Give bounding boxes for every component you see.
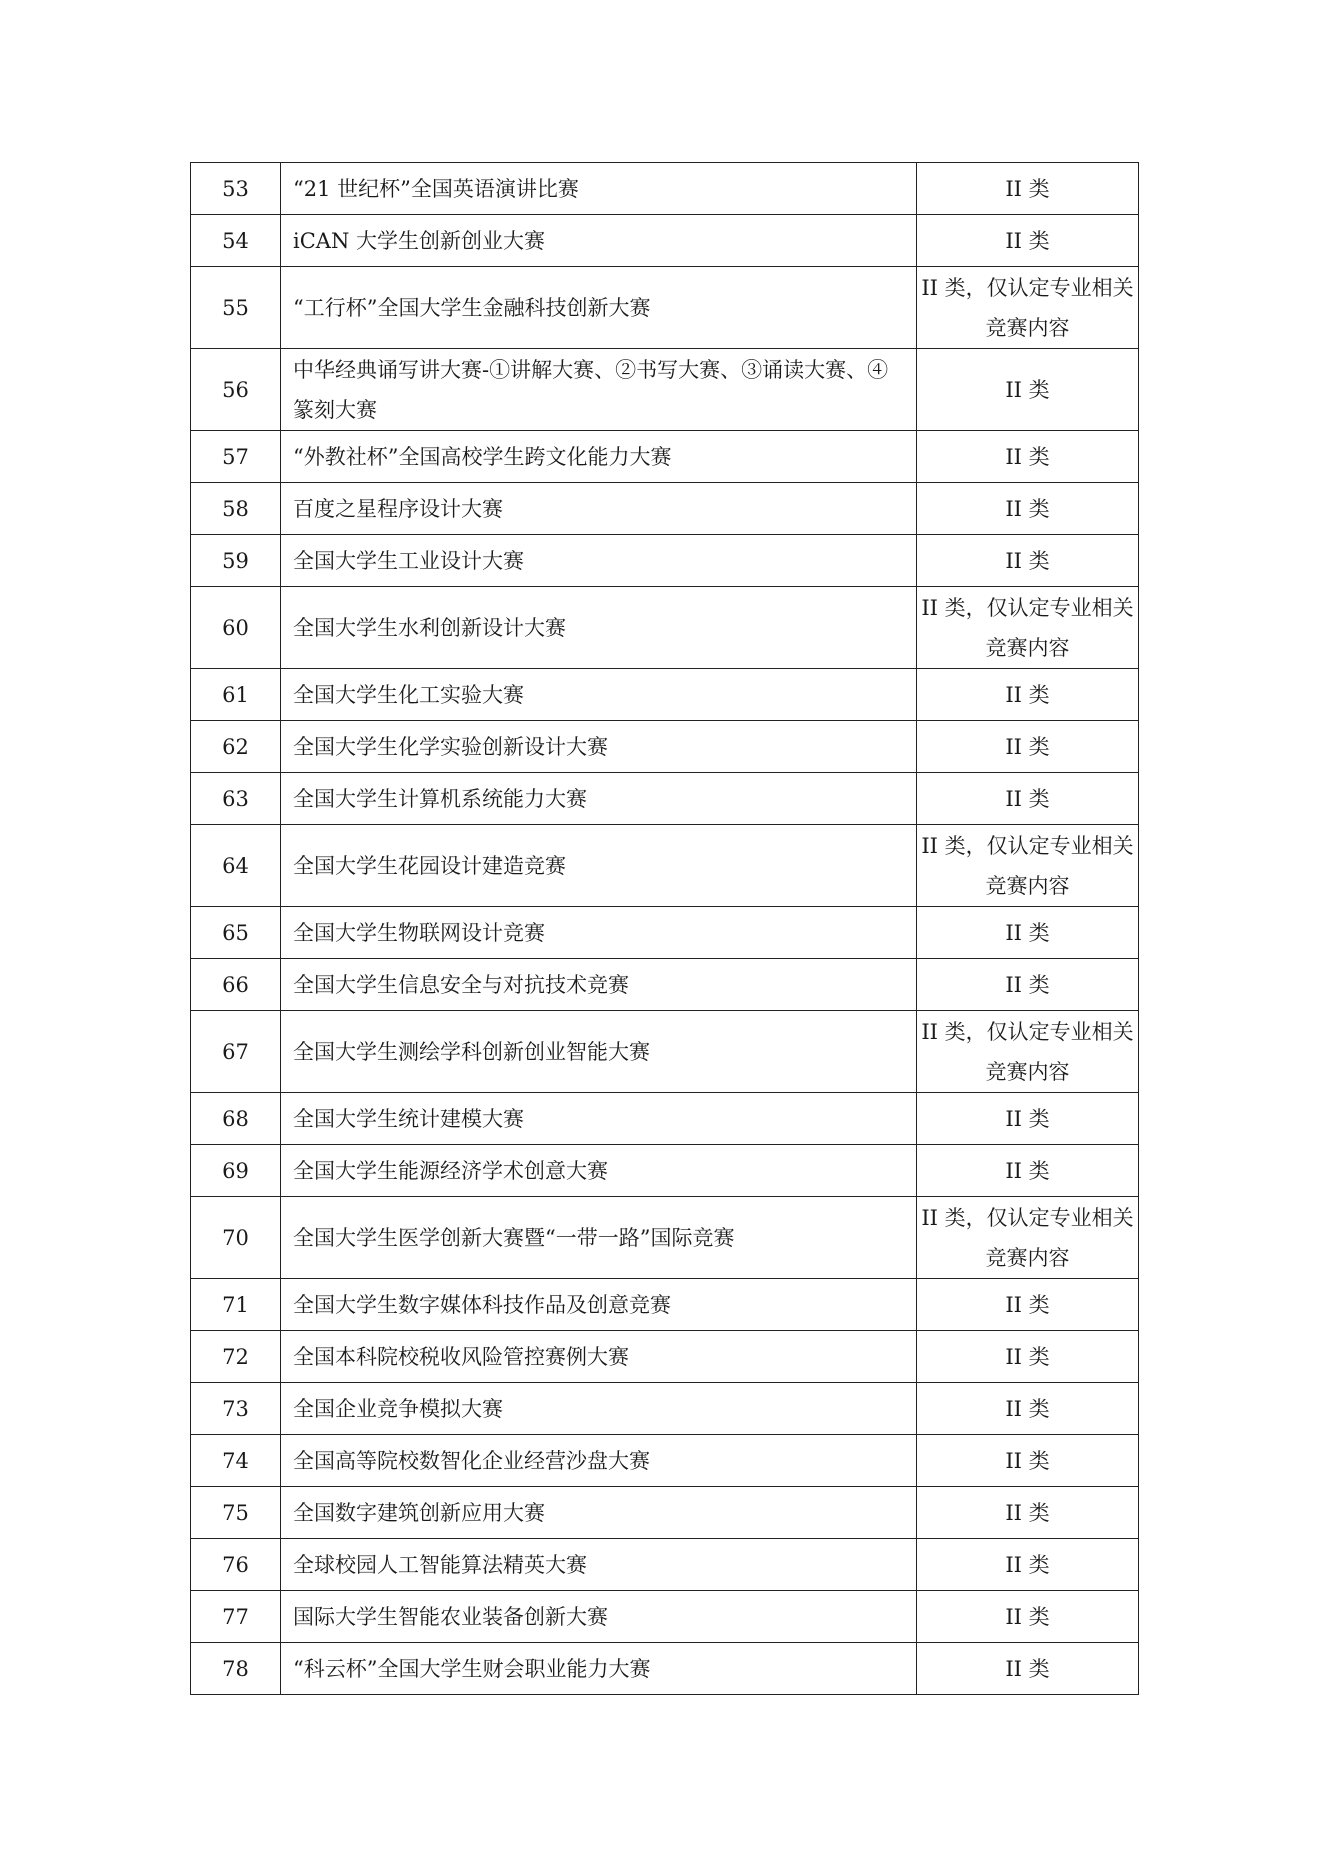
table-row	[191, 1539, 1139, 1591]
row-number: 54	[191, 215, 281, 267]
row-number: 69	[191, 1145, 281, 1197]
row-number: 77	[191, 1591, 281, 1643]
competition-category: II 类	[917, 163, 1139, 215]
table-row	[191, 825, 1139, 907]
competition-category: II 类，仅认定专业相关竞赛内容	[917, 587, 1139, 669]
table-row	[191, 1145, 1139, 1197]
table-row	[191, 267, 1139, 349]
competition-category: II 类	[917, 349, 1139, 431]
row-number: 53	[191, 163, 281, 215]
table-row	[191, 907, 1139, 959]
row-number: 75	[191, 1487, 281, 1539]
competition-category: II 类	[917, 1487, 1139, 1539]
row-number: 59	[191, 535, 281, 587]
row-number: 70	[191, 1197, 281, 1279]
table-row	[191, 1487, 1139, 1539]
competition-name: 全国大学生计算机系统能力大赛	[281, 773, 917, 825]
competition-name: 全国大学生信息安全与对抗技术竞赛	[281, 959, 917, 1011]
competition-category: II 类，仅认定专业相关竞赛内容	[917, 1197, 1139, 1279]
competition-name: 全国大学生化学实验创新设计大赛	[281, 721, 917, 773]
competition-name: 中华经典诵写讲大赛-①讲解大赛、②书写大赛、③诵读大赛、④篆刻大赛	[281, 349, 917, 431]
table-row	[191, 1093, 1139, 1145]
row-number: 58	[191, 483, 281, 535]
table-row	[191, 1197, 1139, 1279]
row-number: 55	[191, 267, 281, 349]
competition-name: 全国大学生能源经济学术创意大赛	[281, 1145, 917, 1197]
row-number: 76	[191, 1539, 281, 1591]
competition-category: II 类	[917, 959, 1139, 1011]
row-number: 61	[191, 669, 281, 721]
competition-name: 百度之星程序设计大赛	[281, 483, 917, 535]
table-row	[191, 1383, 1139, 1435]
competition-category: II 类	[917, 773, 1139, 825]
row-number: 63	[191, 773, 281, 825]
competition-name: “科云杯”全国大学生财会职业能力大赛	[281, 1643, 917, 1695]
competition-category: II 类	[917, 483, 1139, 535]
row-number: 60	[191, 587, 281, 669]
competition-name: “外教社杯”全国高校学生跨文化能力大赛	[281, 431, 917, 483]
row-number: 62	[191, 721, 281, 773]
row-number: 68	[191, 1093, 281, 1145]
competition-name: 全国企业竞争模拟大赛	[281, 1383, 917, 1435]
competition-name: 全国大学生工业设计大赛	[281, 535, 917, 587]
table-row	[191, 483, 1139, 535]
row-number: 71	[191, 1279, 281, 1331]
competition-category: II 类	[917, 721, 1139, 773]
table-row	[191, 1591, 1139, 1643]
competition-name: 全国大学生统计建模大赛	[281, 1093, 917, 1145]
row-number: 56	[191, 349, 281, 431]
competition-name: 全国大学生花园设计建造竞赛	[281, 825, 917, 907]
competition-category: II 类	[917, 669, 1139, 721]
competition-category: II 类	[917, 1539, 1139, 1591]
row-number: 72	[191, 1331, 281, 1383]
competition-name: 国际大学生智能农业装备创新大赛	[281, 1591, 917, 1643]
table-row	[191, 349, 1139, 431]
table-row	[191, 959, 1139, 1011]
table-row	[191, 163, 1139, 215]
competition-name: 全国大学生物联网设计竞赛	[281, 907, 917, 959]
competition-name: 全国数字建筑创新应用大赛	[281, 1487, 917, 1539]
table-row	[191, 1435, 1139, 1487]
table-row	[191, 1011, 1139, 1093]
competition-name: 全国高等院校数智化企业经营沙盘大赛	[281, 1435, 917, 1487]
competition-category: II 类	[917, 1435, 1139, 1487]
competition-category: II 类	[917, 1093, 1139, 1145]
competition-name: iCAN 大学生创新创业大赛	[281, 215, 917, 267]
competition-category: II 类	[917, 1643, 1139, 1695]
table-row	[191, 669, 1139, 721]
row-number: 67	[191, 1011, 281, 1093]
table-row	[191, 1279, 1139, 1331]
row-number: 57	[191, 431, 281, 483]
competition-name: 全国大学生医学创新大赛暨“一带一路”国际竞赛	[281, 1197, 917, 1279]
competition-category: II 类	[917, 1591, 1139, 1643]
competition-name: 全国大学生数字媒体科技作品及创意竞赛	[281, 1279, 917, 1331]
table-body	[191, 163, 1139, 1695]
competition-name: “工行杯”全国大学生金融科技创新大赛	[281, 267, 917, 349]
competition-category: II 类，仅认定专业相关竞赛内容	[917, 267, 1139, 349]
competition-category: II 类	[917, 907, 1139, 959]
competition-category: II 类，仅认定专业相关竞赛内容	[917, 825, 1139, 907]
table-row	[191, 535, 1139, 587]
row-number: 74	[191, 1435, 281, 1487]
competition-category: II 类	[917, 1331, 1139, 1383]
table-row	[191, 587, 1139, 669]
competition-name: 全国大学生测绘学科创新创业智能大赛	[281, 1011, 917, 1093]
competition-category: II 类	[917, 1145, 1139, 1197]
competition-category: II 类	[917, 1279, 1139, 1331]
competition-category: II 类，仅认定专业相关竞赛内容	[917, 1011, 1139, 1093]
competition-name: 全国大学生水利创新设计大赛	[281, 587, 917, 669]
competition-category: II 类	[917, 1383, 1139, 1435]
competition-name: 全国本科院校税收风险管控赛例大赛	[281, 1331, 917, 1383]
competition-name: 全国大学生化工实验大赛	[281, 669, 917, 721]
row-number: 73	[191, 1383, 281, 1435]
competition-category: II 类	[917, 431, 1139, 483]
table-row	[191, 1643, 1139, 1695]
row-number: 65	[191, 907, 281, 959]
row-number: 64	[191, 825, 281, 907]
table-row	[191, 773, 1139, 825]
competition-name: 全球校园人工智能算法精英大赛	[281, 1539, 917, 1591]
competition-name: “21 世纪杯”全国英语演讲比赛	[281, 163, 917, 215]
table-row	[191, 721, 1139, 773]
table-row	[191, 1331, 1139, 1383]
table-row	[191, 215, 1139, 267]
competition-category: II 类	[917, 215, 1139, 267]
row-number: 66	[191, 959, 281, 1011]
competition-category: II 类	[917, 535, 1139, 587]
table-row	[191, 431, 1139, 483]
row-number: 78	[191, 1643, 281, 1695]
competition-table	[190, 162, 1139, 1695]
